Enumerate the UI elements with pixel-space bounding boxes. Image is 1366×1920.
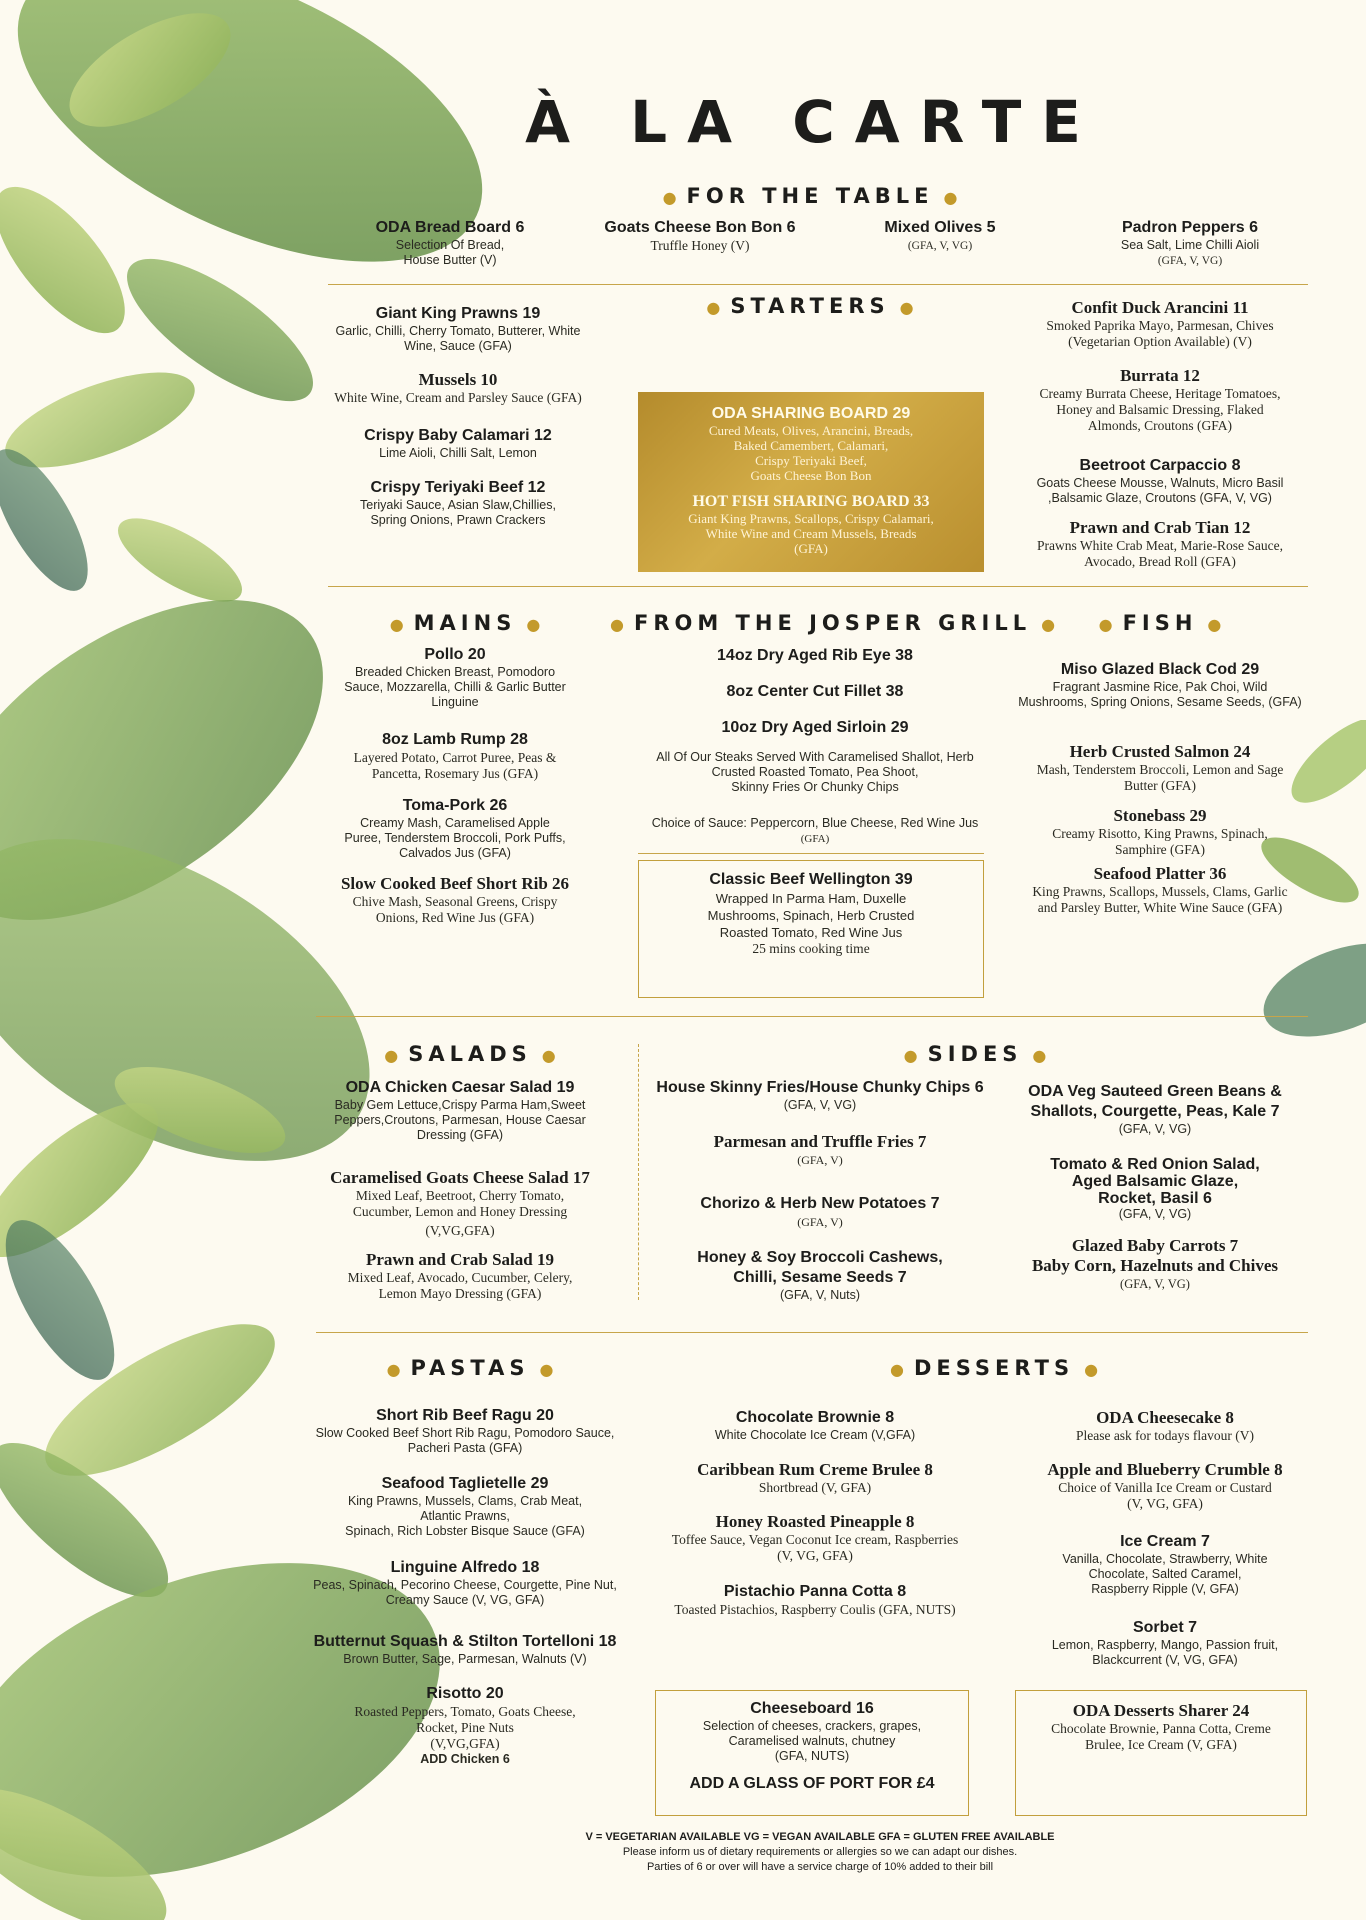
starter-item bbox=[318, 426, 598, 461]
fish-sharing-board-name: HOT FISH SHARING BOARD 33 bbox=[692, 493, 930, 510]
item-desc: Pacheri Pasta (GFA) bbox=[407, 1441, 523, 1455]
divider bbox=[638, 853, 984, 854]
item-desc: Teriyaki Sauce, Asian Slaw,Chillies, bbox=[360, 498, 556, 512]
side-item bbox=[1000, 1156, 1310, 1222]
dessert-item bbox=[650, 1460, 980, 1496]
item-desc: Blackcurrent (V, VG, GFA) bbox=[1092, 1653, 1238, 1667]
item-desc: White Chocolate Ice Cream (V,GFA) bbox=[714, 1428, 916, 1442]
item-name: Herb Crusted Salmon 24 bbox=[1069, 742, 1251, 761]
item-name: Caramelised Goats Cheese Salad 17 bbox=[330, 1168, 590, 1187]
section-heading-starters: ● STARTERS ● bbox=[706, 294, 914, 318]
item-desc: Sauce, Mozzarella, Chilli & Garlic Butter bbox=[344, 680, 566, 694]
sharing-board-desc: Goats Cheese Bon Bon bbox=[750, 468, 872, 483]
side-item bbox=[655, 1132, 985, 1168]
table-item bbox=[570, 218, 830, 254]
item-desc: Roasted Tomato, Red Wine Jus bbox=[719, 925, 903, 940]
item-name: Seafood Taglietelle 29 bbox=[381, 1475, 549, 1492]
pasta-item bbox=[300, 1684, 630, 1767]
item-desc: (V, VG, GFA) bbox=[777, 1548, 853, 1563]
item-desc: (GFA, V, VG) bbox=[907, 240, 973, 252]
item-name: Padron Peppers 6 bbox=[1121, 219, 1259, 236]
item-desc: (GFA, V) bbox=[797, 1215, 843, 1229]
side-item bbox=[1000, 1082, 1310, 1137]
sauce-choice bbox=[630, 816, 1000, 847]
add-chicken-option: ADD Chicken 6 bbox=[420, 1752, 510, 1766]
item-name: 8oz Lamb Rump 28 bbox=[382, 731, 528, 748]
steak-item: 10oz Dry Aged Sirloin 29 bbox=[721, 719, 909, 736]
item-desc: Chocolate, Salted Caramel, bbox=[1088, 1567, 1242, 1581]
item-desc: Mushrooms, Spinach, Herb Crusted bbox=[707, 908, 915, 923]
item-desc: Onions, Red Wine Jus (GFA) bbox=[375, 910, 535, 925]
item-desc: Chive Mash, Seasonal Greens, Crispy bbox=[352, 894, 558, 909]
steak-note-line: Skinny Fries Or Chunky Chips bbox=[731, 780, 899, 794]
main-item bbox=[330, 645, 580, 710]
item-desc: Wrapped In Parma Ham, Duxelle bbox=[715, 891, 907, 906]
item-name: Seafood Platter 36 bbox=[1093, 864, 1227, 883]
fish-sharing-board-desc: Giant King Prawns, Scallops, Crispy Calamari, bbox=[688, 511, 934, 526]
item-desc: Choice of Vanilla Ice Cream or Custard bbox=[1058, 1480, 1272, 1495]
salad-item bbox=[320, 1078, 600, 1143]
item-name: Mixed Olives 5 bbox=[884, 219, 996, 236]
section-heading-josper-grill: ● FROM THE JOSPER GRILL ● bbox=[610, 611, 1056, 635]
item-name: Beetroot Carpaccio 8 bbox=[1079, 457, 1241, 474]
item-desc: Mixed Leaf, Beetroot, Cherry Tomato, bbox=[355, 1188, 565, 1203]
item-desc: Toasted Pistachios, Raspberry Coulis (GFA, NUTS) bbox=[674, 1602, 956, 1617]
item-desc: House Butter (V) bbox=[403, 253, 497, 267]
item-name: Toma-Pork 26 bbox=[402, 797, 508, 814]
section-heading-desserts: ● DESSERTS ● bbox=[890, 1356, 1099, 1380]
fish-item bbox=[995, 864, 1325, 916]
item-desc: Brown Butter, Sage, Parmesan, Walnuts (V) bbox=[343, 1652, 587, 1666]
item-name: Glazed Baby Carrots 7 bbox=[1071, 1236, 1239, 1255]
item-desc: Selection of cheeses, crackers, grapes, bbox=[702, 1719, 922, 1733]
section-heading-pastas: ● PASTAS ● bbox=[386, 1356, 554, 1380]
divider bbox=[316, 1016, 1308, 1017]
item-name: Butternut Squash & Stilton Tortelloni 18 bbox=[313, 1633, 617, 1650]
steak-note-line: Crusted Roasted Tomato, Pea Shoot, bbox=[711, 765, 919, 779]
dessert-item bbox=[650, 1582, 980, 1618]
item-desc: Fragrant Jasmine Rice, Pak Choi, Wild bbox=[1052, 680, 1268, 694]
item-desc: Creamy Mash, Caramelised Apple bbox=[360, 816, 550, 830]
item-desc: Please ask for todays flavour (V) bbox=[1075, 1428, 1255, 1443]
starter-item bbox=[318, 370, 598, 406]
item-desc: Dressing (GFA) bbox=[416, 1128, 504, 1142]
item-name: Mussels 10 bbox=[418, 370, 498, 389]
sauce-note: (GFA) bbox=[800, 833, 830, 845]
item-desc: Truffle Honey (V) bbox=[650, 238, 750, 253]
item-desc: ,Balsamic Glaze, Croutons (GFA, V, VG) bbox=[1048, 491, 1272, 505]
cooking-time: 25 mins cooking time bbox=[752, 941, 870, 956]
item-desc: Creamy Sauce (V, VG, GFA) bbox=[385, 1593, 545, 1607]
item-name: Crispy Baby Calamari 12 bbox=[364, 427, 552, 444]
item-name: Prawn and Crab Salad 19 bbox=[366, 1250, 554, 1269]
pasta-item bbox=[300, 1558, 630, 1608]
item-name: Burrata 12 bbox=[1120, 366, 1200, 385]
item-desc: Avocado, Bread Roll (GFA) bbox=[1084, 554, 1236, 569]
item-desc: Smoked Paprika Mayo, Parmesan, Chives bbox=[1046, 318, 1274, 333]
item-name: Stonebass 29 bbox=[1113, 806, 1207, 825]
item-name: Classic Beef Wellington 39 bbox=[709, 871, 913, 888]
item-name: Prawn and Crab Tian 12 bbox=[1069, 518, 1251, 537]
dessert-item bbox=[650, 1512, 980, 1564]
item-name: Honey & Soy Broccoli Cashews, bbox=[697, 1249, 943, 1266]
item-desc: Brulee, Ice Cream (V, GFA) bbox=[1085, 1737, 1237, 1752]
menu-title: À LA CARTE bbox=[525, 88, 1101, 156]
item-desc: (GFA, V, Nuts) bbox=[779, 1288, 861, 1302]
starter-item bbox=[1015, 366, 1305, 434]
item-desc: Peas, Spinach, Pecorino Cheese, Courgette, Pine Nut, bbox=[313, 1578, 617, 1592]
item-desc: (GFA, V, VG) bbox=[1118, 1122, 1192, 1136]
item-desc: Slow Cooked Beef Short Rib Ragu, Pomodoro Sauce, bbox=[315, 1426, 615, 1440]
allergy-note: Please inform us of dietary requirements or allergies so we can adapt our dishes. bbox=[622, 1846, 1018, 1858]
item-desc: Butter (GFA) bbox=[1123, 778, 1197, 793]
item-desc: Goats Cheese Mousse, Walnuts, Micro Basil bbox=[1036, 476, 1284, 490]
section-heading-for-the-table: ● FOR THE TABLE ● bbox=[662, 184, 958, 208]
pasta-item bbox=[300, 1632, 630, 1667]
item-name: Giant King Prawns 19 bbox=[375, 305, 541, 322]
item-name: Cheeseboard 16 bbox=[750, 1700, 874, 1717]
item-name: ODA Desserts Sharer 24 bbox=[1072, 1701, 1250, 1720]
item-desc: (V,VG,GFA) bbox=[430, 1736, 500, 1751]
item-desc: Wine, Sauce (GFA) bbox=[404, 339, 512, 353]
section-heading-salads: ● SALADS ● bbox=[384, 1042, 556, 1066]
salad-item bbox=[320, 1250, 600, 1302]
item-name: Chocolate Brownie 8 bbox=[735, 1409, 895, 1426]
fish-sharing-board-desc: (GFA) bbox=[794, 541, 828, 556]
item-desc: Garlic, Chilli, Cherry Tomato, Butterer, White bbox=[335, 324, 581, 338]
item-desc: Shortbread (V, GFA) bbox=[758, 1480, 872, 1495]
item-desc: (GFA, V, VG) bbox=[1120, 1277, 1190, 1291]
table-item bbox=[1060, 218, 1320, 269]
item-desc: Creamy Risotto, King Prawns, Spinach, bbox=[1052, 826, 1268, 841]
item-name: Risotto 20 bbox=[426, 1685, 504, 1702]
fish-item bbox=[995, 660, 1325, 710]
fish-item bbox=[995, 742, 1325, 794]
salad-item bbox=[320, 1168, 600, 1239]
item-name: ODA Veg Sauteed Green Beans & bbox=[1028, 1083, 1282, 1100]
item-desc: Pancetta, Rosemary Jus (GFA) bbox=[371, 766, 539, 781]
dessert-item bbox=[1015, 1460, 1315, 1512]
side-item bbox=[655, 1078, 985, 1113]
item-name: Aged Balsamic Glaze, bbox=[1071, 1173, 1239, 1190]
footer bbox=[330, 1830, 1310, 1875]
item-desc: Mushrooms, Spring Onions, Sesame Seeds, (GFA) bbox=[1018, 695, 1302, 709]
port-offer: ADD A GLASS OF PORT FOR £4 bbox=[689, 1775, 935, 1792]
item-name: Slow Cooked Beef Short Rib 26 bbox=[340, 874, 570, 893]
item-desc: Mixed Leaf, Avocado, Cucumber, Celery, bbox=[347, 1270, 573, 1285]
divider bbox=[328, 284, 1308, 285]
section-heading-fish: ● FISH ● bbox=[1098, 611, 1222, 635]
item-name: Miso Glazed Black Cod 29 bbox=[1060, 661, 1260, 678]
item-desc: Caramelised walnuts, chutney bbox=[728, 1734, 896, 1748]
item-desc: (V,VG,GFA) bbox=[425, 1223, 495, 1238]
item-desc: Creamy Burrata Cheese, Heritage Tomatoes, bbox=[1039, 386, 1281, 401]
item-desc: (V, VG, GFA) bbox=[1127, 1496, 1203, 1511]
divider bbox=[328, 586, 1308, 587]
item-desc: Vanilla, Chocolate, Strawberry, White bbox=[1062, 1552, 1268, 1566]
section-heading-mains: ● MAINS ● bbox=[389, 611, 541, 635]
sauce-line: Choice of Sauce: Peppercorn, Blue Cheese, Red Wine Jus bbox=[651, 816, 979, 830]
item-name: ODA Bread Board 6 bbox=[375, 219, 525, 236]
item-name: Chorizo & Herb New Potatoes 7 bbox=[700, 1195, 940, 1212]
table-item bbox=[330, 218, 570, 268]
item-desc: Honey and Balsamic Dressing, Flaked bbox=[1056, 402, 1264, 417]
section-heading-sides: ● SIDES ● bbox=[903, 1042, 1047, 1066]
item-name: Confit Duck Arancini 11 bbox=[1071, 298, 1249, 317]
item-desc: Roasted Peppers, Tomato, Goats Cheese, bbox=[354, 1704, 576, 1719]
starter-item bbox=[1015, 518, 1305, 570]
item-desc: Almonds, Croutons (GFA) bbox=[1087, 418, 1233, 433]
starter-item bbox=[318, 304, 598, 354]
item-name: Baby Corn, Hazelnuts and Chives bbox=[1031, 1256, 1279, 1275]
item-desc: Prawns White Crab Meat, Marie-Rose Sauce, bbox=[1036, 538, 1284, 553]
item-name: Tomato & Red Onion Salad, bbox=[1050, 1156, 1260, 1173]
dessert-item bbox=[1015, 1408, 1315, 1444]
item-desc: Spinach, Rich Lobster Bisque Sauce (GFA) bbox=[345, 1524, 585, 1538]
side-item bbox=[655, 1194, 985, 1230]
item-name: ODA Cheesecake 8 bbox=[1096, 1408, 1234, 1427]
item-name: Pistachio Panna Cotta 8 bbox=[723, 1583, 907, 1600]
steak-item: 14oz Dry Aged Rib Eye 38 bbox=[717, 647, 913, 664]
item-desc: Atlantic Prawns, bbox=[420, 1509, 510, 1523]
item-desc: Layered Potato, Carrot Puree, Peas & bbox=[353, 750, 557, 765]
item-desc: Mash, Tenderstem Broccoli, Lemon and Sage bbox=[1036, 762, 1284, 777]
dietary-key: V = VEGETARIAN AVAILABLE VG = VEGAN AVAILABLE GFA = GLUTEN FREE AVAILABLE bbox=[585, 1831, 1055, 1843]
item-desc: Lemon Mayo Dressing (GFA) bbox=[378, 1286, 542, 1301]
item-desc: (GFA, V, VG) bbox=[783, 1098, 857, 1112]
item-desc: Spring Onions, Prawn Crackers bbox=[370, 513, 546, 527]
item-name: Sorbet 7 bbox=[1132, 1619, 1197, 1636]
item-desc: Cucumber, Lemon and Honey Dressing bbox=[352, 1204, 568, 1219]
pasta-item bbox=[300, 1406, 630, 1456]
sharing-board-name: ODA SHARING BOARD 29 bbox=[711, 405, 911, 422]
item-desc: Breaded Chicken Breast, Pomodoro bbox=[354, 665, 556, 679]
desserts-sharer-box bbox=[1015, 1690, 1307, 1816]
item-desc: Chocolate Brownie, Panna Cotta, Creme bbox=[1051, 1721, 1271, 1736]
item-name: Rocket, Basil 6 bbox=[1098, 1190, 1212, 1207]
item-desc: Calvados Jus (GFA) bbox=[399, 846, 511, 860]
main-item bbox=[330, 730, 580, 782]
item-desc: Rocket, Pine Nuts bbox=[416, 1720, 514, 1735]
item-name: House Skinny Fries/House Chunky Chips 6 bbox=[656, 1079, 984, 1096]
starter-item bbox=[1015, 298, 1305, 350]
item-name: Parmesan and Truffle Fries 7 bbox=[713, 1132, 927, 1151]
item-desc: Puree, Tenderstem Broccoli, Pork Puffs, bbox=[344, 831, 566, 845]
item-desc: Raspberry Ripple (V, GFA) bbox=[1091, 1582, 1239, 1596]
starter-item bbox=[1015, 456, 1305, 506]
sharing-board-desc: Baked Camembert, Calamari, bbox=[733, 438, 889, 453]
item-name: Honey Roasted Pineapple 8 bbox=[715, 1512, 915, 1531]
item-desc: and Parsley Butter, White Wine Sauce (GFA) bbox=[1037, 900, 1283, 915]
item-desc: White Wine, Cream and Parsley Sauce (GFA) bbox=[334, 390, 582, 405]
starter-item bbox=[318, 478, 598, 528]
item-desc: (GFA, V, VG) bbox=[1157, 255, 1223, 267]
item-name: Short Rib Beef Ragu 20 bbox=[376, 1407, 554, 1424]
item-desc: (GFA, V, VG) bbox=[1118, 1207, 1192, 1221]
item-name: Pollo 20 bbox=[424, 646, 486, 663]
item-desc: Lemon, Raspberry, Mango, Passion fruit, bbox=[1051, 1638, 1279, 1652]
item-name: ODA Chicken Caesar Salad 19 bbox=[345, 1079, 575, 1096]
service-charge-note: Parties of 6 or over will have a service charge of 10% added to their bill bbox=[646, 1861, 994, 1873]
item-name: Shallots, Courgette, Peas, Kale 7 bbox=[1030, 1103, 1280, 1120]
item-desc: King Prawns, Scallops, Mussels, Clams, Garlic bbox=[1032, 884, 1288, 899]
main-item bbox=[330, 796, 580, 861]
item-desc: Peppers,Croutons, Parmesan, House Caesar bbox=[334, 1113, 586, 1127]
item-desc: Lime Aioli, Chilli Salt, Lemon bbox=[379, 446, 537, 460]
steak-note-line: All Of Our Steaks Served With Caramelised Shallot, Herb bbox=[656, 750, 974, 764]
item-desc: Linguine bbox=[431, 695, 479, 709]
item-desc: Baby Gem Lettuce,Crispy Parma Ham,Sweet bbox=[334, 1098, 586, 1112]
item-name: Caribbean Rum Creme Brulee 8 bbox=[697, 1460, 933, 1479]
divider-vertical bbox=[638, 1044, 639, 1300]
item-desc: Sea Salt, Lime Chilli Aioli bbox=[1120, 238, 1260, 252]
item-desc: Samphire (GFA) bbox=[1114, 842, 1206, 857]
wellington-box bbox=[638, 860, 984, 998]
item-desc: (Vegetarian Option Available) (V) bbox=[1068, 334, 1252, 349]
item-desc: (GFA, NUTS) bbox=[774, 1749, 850, 1763]
item-desc: Selection Of Bread, bbox=[395, 238, 505, 252]
side-item bbox=[655, 1248, 985, 1303]
item-name: Apple and Blueberry Crumble 8 bbox=[1047, 1460, 1283, 1479]
steak-item: 8oz Center Cut Fillet 38 bbox=[726, 683, 904, 700]
main-item bbox=[330, 874, 580, 926]
cheeseboard-box bbox=[655, 1690, 969, 1816]
item-name: Crispy Teriyaki Beef 12 bbox=[370, 479, 546, 496]
fish-sharing-board-desc: White Wine and Cream Mussels, Breads bbox=[705, 526, 917, 541]
dessert-item bbox=[1015, 1532, 1315, 1597]
item-name: Chilli, Sesame Seeds 7 bbox=[733, 1269, 907, 1286]
fish-item bbox=[995, 806, 1325, 858]
item-name: Ice Cream 7 bbox=[1120, 1533, 1210, 1550]
item-desc: Toffee Sauce, Vegan Coconut Ice cream, Raspberries bbox=[671, 1532, 959, 1547]
item-desc: King Prawns, Mussels, Clams, Crab Meat, bbox=[347, 1494, 583, 1508]
dessert-item bbox=[650, 1408, 980, 1443]
steak-note bbox=[630, 750, 1000, 795]
divider bbox=[316, 1332, 1308, 1333]
table-item bbox=[840, 218, 1040, 254]
sharing-board-desc: Crispy Teriyaki Beef, bbox=[755, 453, 867, 468]
sharing-board-box bbox=[638, 392, 984, 572]
item-desc: (GFA, V) bbox=[797, 1153, 843, 1167]
side-item bbox=[1000, 1236, 1310, 1292]
dessert-item bbox=[1015, 1618, 1315, 1668]
item-name: Goats Cheese Bon Bon 6 bbox=[604, 219, 796, 236]
pasta-item bbox=[300, 1474, 630, 1539]
item-name: Linguine Alfredo 18 bbox=[390, 1559, 540, 1576]
sharing-board-desc: Cured Meats, Olives, Arancini, Breads, bbox=[708, 423, 914, 438]
